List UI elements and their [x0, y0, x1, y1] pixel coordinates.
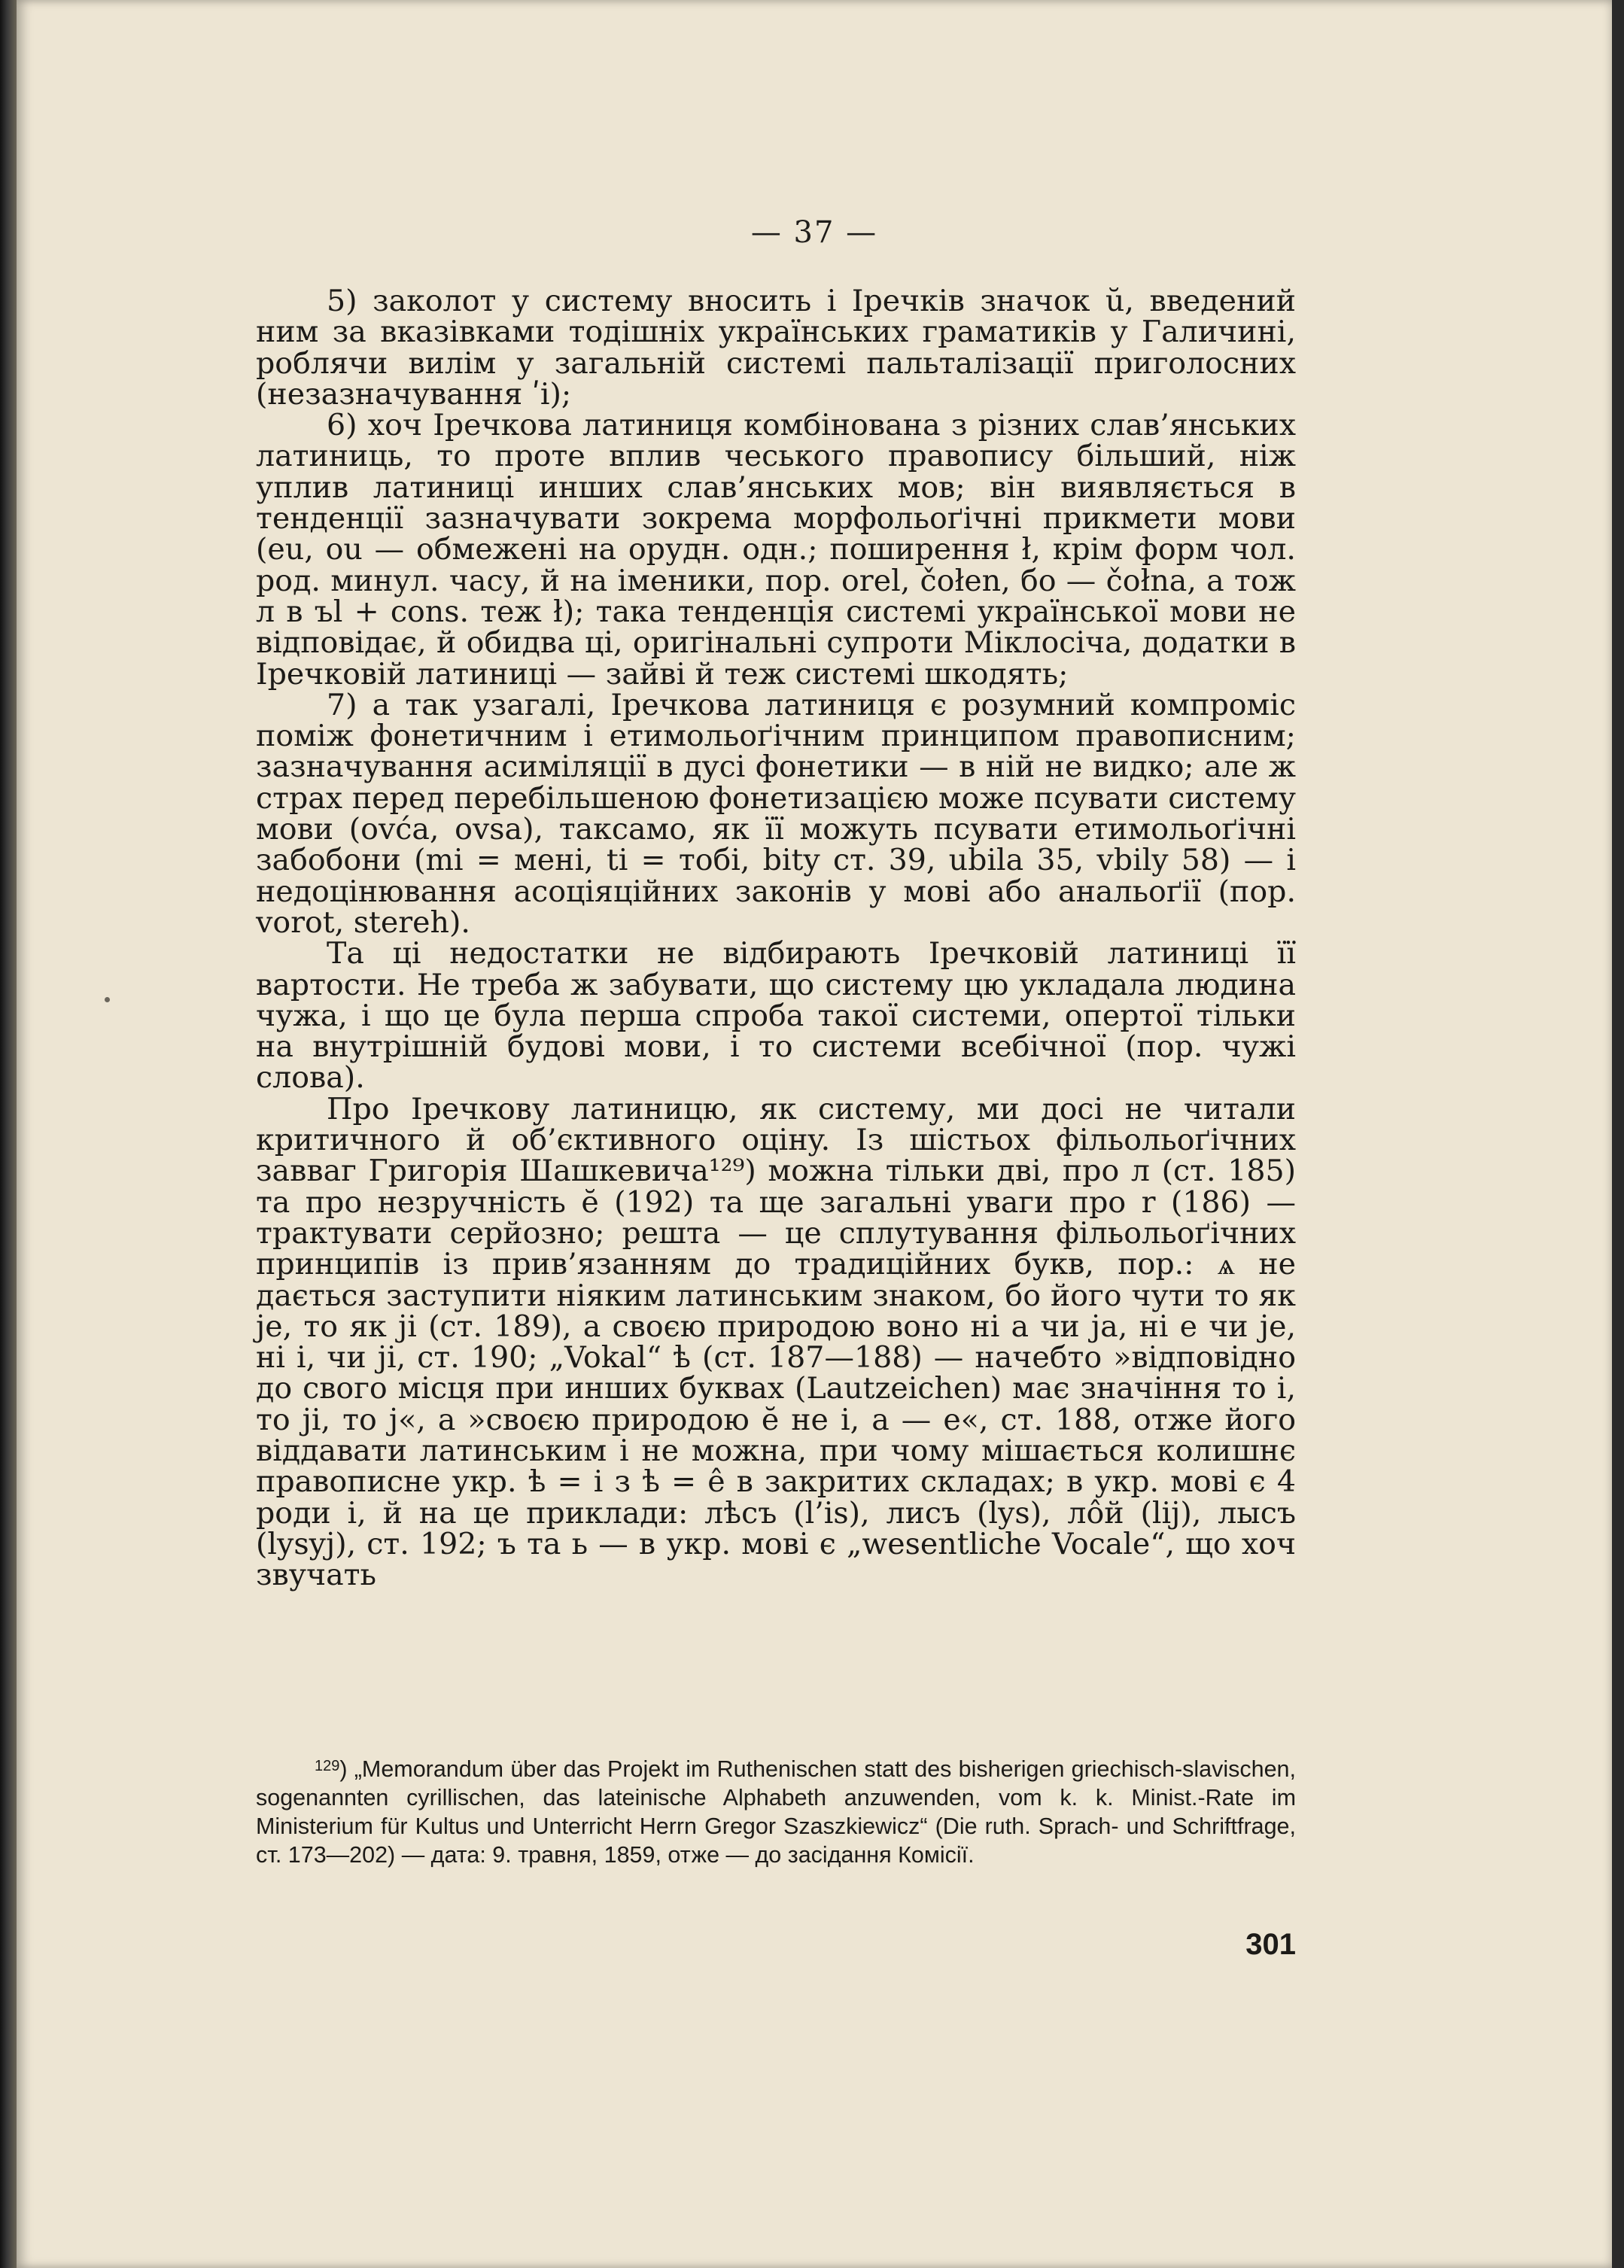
footnote-129 [256, 1755, 1296, 1869]
main-text [256, 286, 1296, 1591]
footnote-text: ) „Memorandum über das Projekt im Ruthenischen statt des bisherigen griechisch-slavischen, sogenannten cyrillischen, das lateinische Alphabeth anzuwenden, vom k. k. Minist.-Rate im Ministerium für Kultus und Unterricht Herrn Gregor Szaszkiewicz“ (Die ruth. Sprach- und Schriftfrage, ст. 173—202) — дата: 9. травня, 1859, отже — до засідання Комісії. [256, 1756, 1296, 1868]
paragraph-critique: Про Іречкову латиницю, як систему, ми досі не читали критичного й об’єктивного оцінy. Із шістьох фільольоґічних завваг Григорія Шашкевича¹²⁹) можна тільки дві, про л (ст. 185) та про незручність ĕ (192) та ще загальні уваги про r (186) — трактувати серйозно; решта — це сплутування фільольоґічних принципів із прив’язанням до традиційних букв, пор.: ѧ не дається заступити ніяким латинським знаком, бо його чути то як je, то як ji (ст. 189), а своєю природою воно ні а чи ja, ні е чи je, ні і, чи ji, ст. 190; „Vokal“ ѣ (ст. 187—188) — начебто »відповідно до свого місця при инших буквах (Lautzeichen) має значіння то і, то ji, то j«, а »своєю природою ĕ не і, а — е«, ст. 188, отже його віддавати латинським і не можна, при чому мішається колишнє правописне укр. ѣ = і з ѣ = ê в закритих складах; в укр. мові є 4 роди і, й на це приклади: лѣсъ (l’is), лисъ (lys), лôй (lij), лысъ (lysyj), ст. 192; ъ та ь — в укр. мові є „wesentliche Vocale“, що хоч звучать [256, 1091, 1296, 1593]
footnote [256, 1755, 1296, 1869]
paragraph-shortcomings: Та ці недостатки не відбирають Іречковій латиниці її вартости. Не треба ж забувати, що систему цю укладала людина чужа, і що це була перша спроба такої системи, опертої тільки на внутрішній будові мови, і то системи всебічної (пор. чужі слова). [256, 936, 1296, 1096]
page-gutter-shadow [0, 0, 17, 2268]
paragraph-5: 5) заколот у систему вносить і Іречків значок ŭ, введений ним за вказівками тодішніх українських граматиків у Галичині, роблячи вилім у загальній системі пальталізації приголосних (незазначування ʹі); [256, 284, 1296, 412]
paragraph-7: 7) а так узагалі, Іречкова латиниця є розумний компроміс поміж фонетичним і етимольоґічним принципом правописним; зазначування асиміляції в дусі фонетики — в ній не видко; але ж страх перед перебільшеною фонетизацією може псувати систему мови (ovća, ovsa), таксамо, як її можуть псувати етимольоґічні забобони (mi = мені, ti = тобі, bity ст. 39, ubila 35, vbily 58) — і недоцінювання асоціяційних законів у мові або анальоґії (пор. vorot, stereh). [256, 687, 1296, 940]
margin-speck [105, 997, 110, 1002]
paragraph-6: 6) хоч Іречкова латиниця комбінована з різних слав’янських латиниць, то проте вплив чеського правопису більший, ніж уплив латиниці инших слав’янських мов; він виявляється в тенденції зазначувати зокрема морфольоґічні прикмети мови (eu, ou — обмежені на орудн. одн.; поширення ł, крім форм чол. род. минул. часу, й на іменики, пор. orel, čołen, бо — čołna, а тож л в ъl + cons. теж ł); така тенденція системі української мови не відповідає, й обидва ці, оригінальні супроти Міклосіча, додатки в Іречковій латиниці — зайві й теж системі шкодять; [256, 408, 1296, 692]
page-number: 301 [1245, 1928, 1296, 1961]
running-header: — 37 — [750, 215, 878, 250]
footnote-number: 129 [315, 1758, 340, 1774]
book-page [17, 0, 1612, 2268]
